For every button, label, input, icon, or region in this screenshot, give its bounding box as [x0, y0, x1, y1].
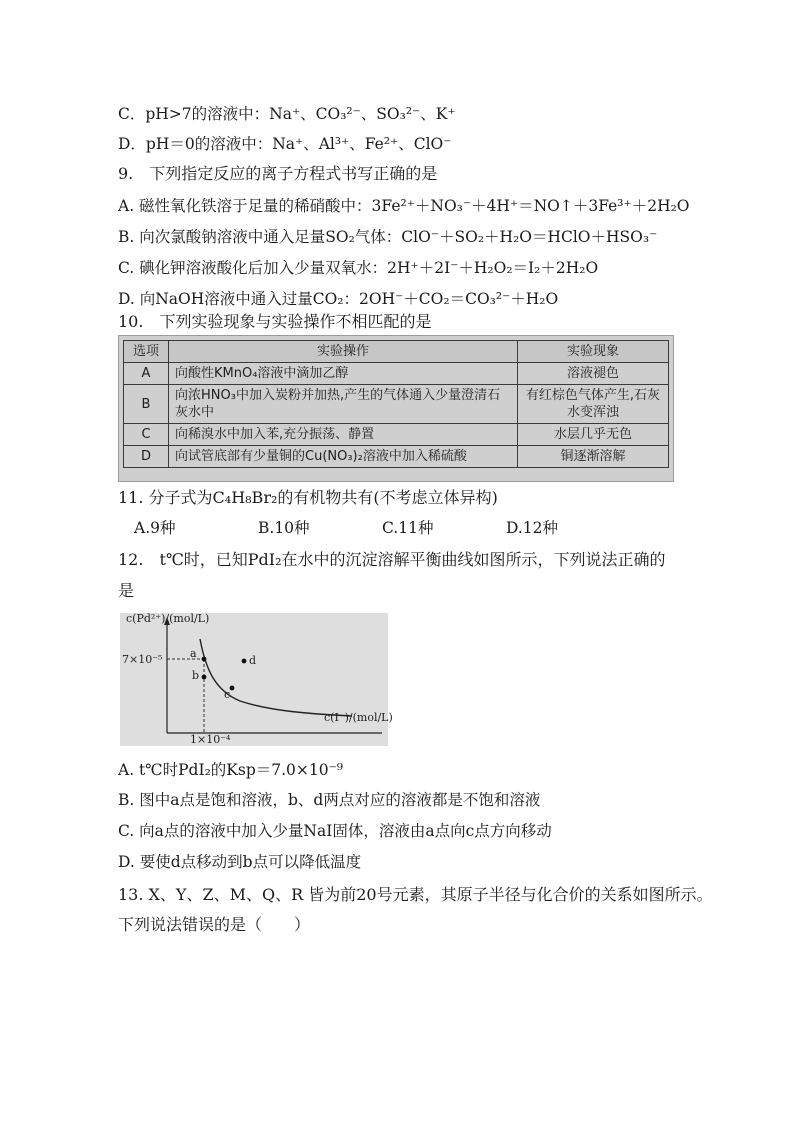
- question-10-stem: 10. 下列实验现象与实验操作不相匹配的是: [118, 312, 432, 331]
- table-row: [124, 424, 669, 446]
- table-cell-option: D: [124, 446, 169, 468]
- table-row: [124, 363, 669, 385]
- table-header-row: [124, 341, 669, 363]
- solubility-curve-svg: [120, 613, 388, 746]
- experiment-table: [123, 340, 669, 468]
- table-cell-option: A: [124, 363, 169, 385]
- table-cell-option: B: [124, 385, 169, 424]
- point-d-label: d: [249, 654, 257, 667]
- question-9-stem: 9. 下列指定反应的离子方程式书写正确的是: [118, 164, 438, 183]
- question-12-stem-line2: 是: [118, 581, 135, 600]
- point-a-marker: [202, 657, 207, 662]
- question-11-choice-c: C.11种: [382, 519, 434, 537]
- question-12-option-b: B. 图中a点是饱和溶液，b、d两点对应的溶液都是不饱和溶液: [118, 791, 541, 809]
- question-11-choices: [134, 518, 674, 538]
- question-12-option-c: C. 向a点的溶液中加入少量NaI固体，溶液由a点向c点方向移动: [118, 822, 552, 840]
- question-11-choice-a: A.9种: [134, 519, 176, 537]
- question-13-stem-line1: 13. X、Y、Z、M、Q、R 皆为前20号元素，其原子半径与化合价的关系如图所示。: [118, 885, 713, 904]
- question-9-option-b: B. 向次氯酸钠溶液中通入足量SO₂气体：ClO⁻＋SO₂＋H₂O＝HClO＋HSO₃⁻: [118, 228, 658, 246]
- point-b-marker: [202, 675, 207, 680]
- experiment-table-photo: [118, 335, 674, 482]
- point-c-marker: [230, 686, 235, 691]
- solubility-curve-figure: [120, 612, 393, 746]
- point-d-marker: [242, 659, 247, 664]
- question-12-stem-line1: 12. t℃时，已知PdI₂在水中的沉淀溶解平衡曲线如图所示，下列说法正确的: [118, 550, 666, 569]
- y-axis-label: c(Pd²⁺)/(mol/L): [126, 612, 210, 625]
- table-row: [124, 446, 669, 468]
- table-cell-option: C: [124, 424, 169, 446]
- y-tick-label: 7×10⁻⁵: [122, 653, 163, 666]
- table-cell-operation: 向试管底部有少量铜的Cu(NO₃)₂溶液中加入稀硫酸: [169, 446, 518, 468]
- point-a-label: a: [190, 647, 197, 660]
- table-cell-operation: 向酸性KMnO₄溶液中滴加乙醇: [169, 363, 518, 385]
- option-d-line: D．pH＝0的溶液中：Na⁺、Al³⁺、Fe²⁺、ClO⁻: [118, 135, 452, 153]
- x-axis-label: c(I⁻)/(mol/L): [324, 711, 393, 724]
- question-13-stem-line2: 下列说法错误的是（ ）: [118, 915, 311, 934]
- table-cell-phenomenon: 水层几乎无色: [518, 424, 669, 446]
- question-9-option-a: A. 磁性氧化铁溶于足量的稀硝酸中：3Fe²⁺＋NO₃⁻＋4H⁺＝NO↑＋3Fe³⁺＋2H₂O: [118, 197, 690, 215]
- question-11-choice-d: D.12种: [506, 519, 559, 537]
- table-header-phenomenon: 实验现象: [518, 341, 669, 363]
- question-12-option-a: A. t℃时PdI₂的Ksp＝7.0×10⁻⁹: [118, 761, 344, 779]
- point-c-label: c: [224, 688, 231, 701]
- x-tick-label: 1×10⁻⁴: [190, 733, 231, 746]
- question-11-stem: 11. 分子式为C₄H₈Br₂的有机物共有(不考虑立体异构): [118, 488, 498, 507]
- table-header-option: 选项: [124, 341, 169, 363]
- question-12-option-d: D. 要使d点移动到b点可以降低温度: [118, 853, 362, 871]
- option-c-line: C．pH>7的溶液中：Na⁺、CO₃²⁻、SO₃²⁻、K⁺: [118, 105, 456, 123]
- table-cell-phenomenon: 溶液褪色: [518, 363, 669, 385]
- question-9-option-d: D. 向NaOH溶液中通入过量CO₂：2OH⁻＋CO₂＝CO₃²⁻＋H₂O: [118, 290, 559, 308]
- question-11-choice-b: B.10种: [258, 519, 310, 537]
- table-cell-operation: 向浓HNO₃中加入炭粉并加热,产生的气体通入少量澄清石灰水中: [169, 385, 518, 424]
- table-row: [124, 385, 669, 424]
- question-9-option-c: C. 碘化钾溶液酸化后加入少量双氧水：2H⁺＋2I⁻＋H₂O₂＝I₂＋2H₂O: [118, 259, 599, 277]
- point-b-label: b: [192, 669, 200, 682]
- table-cell-phenomenon: 有红棕色气体产生,石灰水变浑浊: [518, 385, 669, 424]
- table-cell-operation: 向稀溴水中加入苯,充分振荡、静置: [169, 424, 518, 446]
- equilibrium-curve: [200, 639, 352, 716]
- table-cell-phenomenon: 铜逐渐溶解: [518, 446, 669, 468]
- table-header-operation: 实验操作: [169, 341, 518, 363]
